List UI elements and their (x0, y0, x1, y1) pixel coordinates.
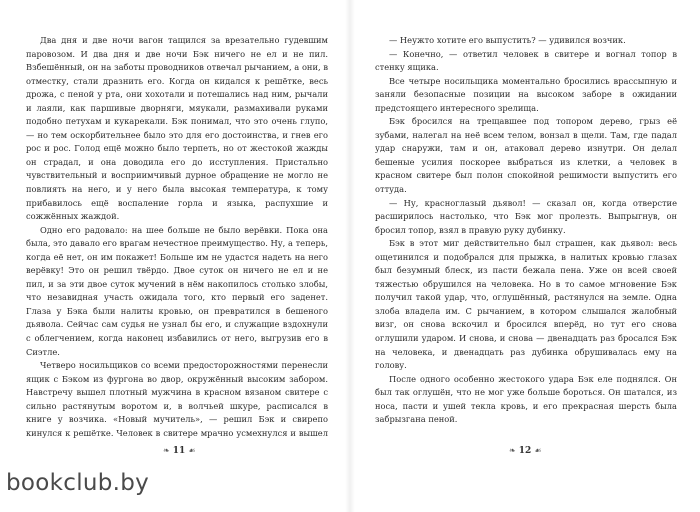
page-number-right (506, 446, 544, 456)
page-number-value: 12 (518, 446, 532, 456)
ornament-icon: ❧ (509, 446, 516, 455)
paragraph: После одного особенно жестокого удара Бэк еле поднялся. Он был так оглушён, что не мог уже больше бороться. Он шатался, из носа, пасти и ушей текла кровь, и его прекрасная шерсть была забрызгана пеной. (375, 373, 677, 425)
left-page (26, 34, 328, 442)
ornament-icon: ☙ (188, 446, 196, 455)
paragraph: Бэк в этот миг действительно был страшен, как дьявол: весь ощетинился и подобрался для прыжка, в налитых кровью глазах был безумный блеск, из пасти бежала пена. Уже он всей своей тяжестью обрушился на человека. Но в то самое мгновение Бэк получил такой удар, что, оглушённый, растянулся на земле. Одна злоба владела им. С рычанием, в котором слышался жалобный визг, он снова вскочил и бросился вперёд, но тут его снова оглушили ударом. И снова, и снова — двенадцать раз бросался Бэк на человека, и двенадцать раз дубинка обрушивалась ему на голову. (375, 238, 677, 371)
paragraph: Одно его радовало: на шее больше не было верёвки. Пока она была, это давало его врагам нечестное преимущество. Ну, а теперь, когда её нет, он им покажет! Больше им не удастся надеть на него верёвку! Это он решил твёрдо. Двое суток он ничего не ел и не пил, и за эти двое суток мучений в нём накопилось столько злобы, что незавидная участь ожидала того, кто первый его заденет. Глаза у Бэка были налиты кровью, он превратился в бешеного дьявола. Сейчас сам судья не узнал бы его, и служащие вздохнули с облегчением, когда наконец избавились от него, выгрузив его в Сиэтле. (26, 224, 328, 357)
paragraph: Два дня и две ночи вагон тащился за врезательно гудевшим паровозом. И два дня и две ночи Бэк ничего не ел и не пил. Взбешённый, он на заботы проводников отвечал рычанием, а они, в отместку, стали дразнить его. Когда он кидался к решётке, весь дрожа, с пеной у рта, они хохотали и потешались над ним, рычали и лаяли, как паршивые дворняги, мяукали, размахивали руками подобно петухам и кукарекали. Бэк понимал, что это очень глупо, — но тем оскорбительнее было это для его достоинства, и гнев его рос и рос. Голод ещё можно было терпеть, но от жестокой жажды он страдал, и она доводила его до исступления. Пристально чувствительный и восприимчивый дурное обращение не могло не повлиять на него, и у него была высокая температура, к тому прибавилось ещё воспаление горла и языка, распухшие и сожжённых жаждой. (26, 35, 328, 222)
book-gutter (345, 0, 355, 512)
ornament-icon: ☙ (534, 446, 542, 455)
paragraph: Все четыре носильщика моментально бросились врассыпную и заняли безопасные позиции на высоком заборе в ожидании предстоящего интересного зрелища. (375, 75, 677, 113)
page-number-value: 11 (172, 446, 186, 456)
paragraph: — Конечно, — ответил человек в свитере и вогнал топор в стенку ящика. (375, 48, 677, 73)
paragraph: Четверо носильщиков со всеми предосторожностями перенесли ящик с Бэком из фургона во двор, окружённый высоким забором. Навстречу вышел плотный мужчина в красном вязаном свитере с сильно растянутым воротом и, в волчьей шкуре, расписался в книге у возчика. «Новый мучитель», — решил Бэк и свирепо кинулся к решётке. Человек в свитере мрачно усмехнулся и вышел (26, 360, 328, 438)
page-number-left (160, 446, 198, 456)
right-page (375, 34, 677, 442)
paragraph: Бэк бросился на трещавшее под топором дерево, грыз её зубами, налегал на неё всем телом, вонзал в щели. Там, где падал удар снаружи, там и он, атаковал дерево изнутри. Он делал бешеные усилия поскорее выбраться из клетки, а человек в красном свитере был полон спокойной решимости выпустить его оттуда. (375, 116, 677, 195)
watermark-text: bookclub.by (6, 470, 150, 496)
ornament-icon: ❧ (163, 446, 170, 455)
paragraph: — Ну, красноглазый дьявол! — сказал он, когда отверстие расширилось настолько, что Бэк мог пролезть. Выпрыгнув, он бросил топор, взял в правую руку дубинку. (375, 197, 677, 235)
paragraph: — Неужто хотите его выпустить? — удивился возчик. (389, 35, 626, 45)
